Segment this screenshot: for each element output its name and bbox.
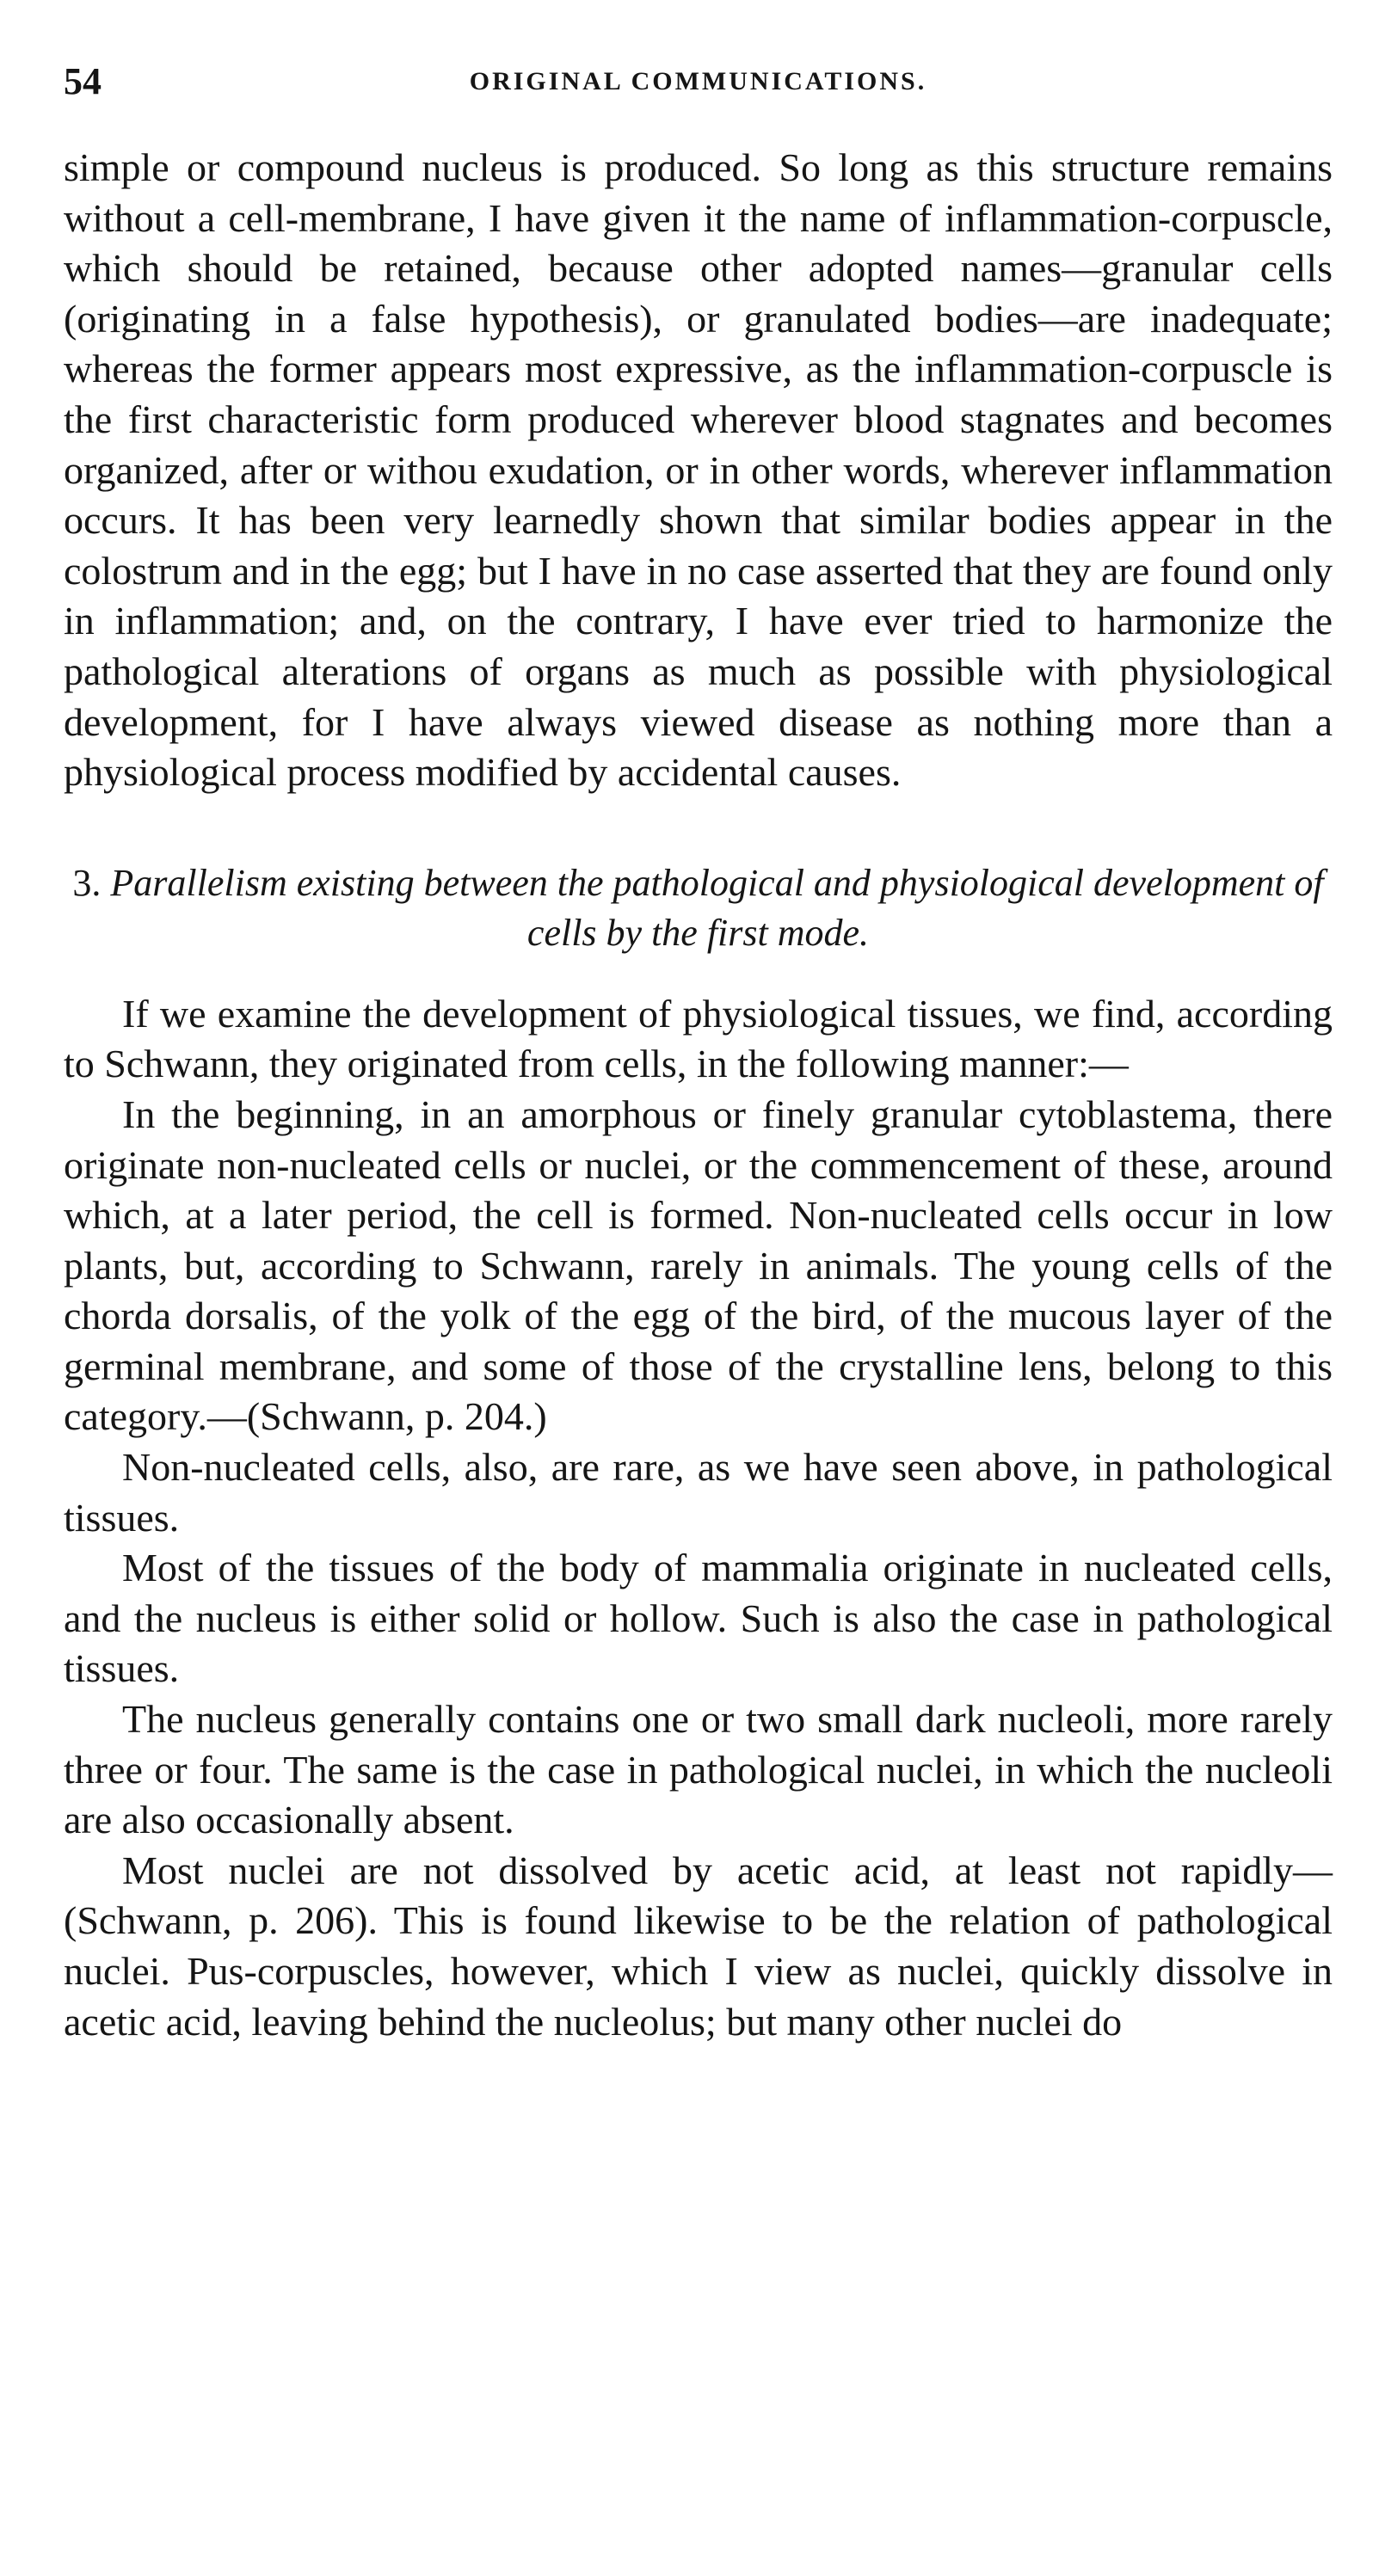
book-page — [64, 55, 1333, 2047]
opening-paragraph: simple or compound nucleus is produced. So long as this structure remains without a cell-membrane, I have given it the name of inflammation-corpuscle, which should be retained, because other adopted names—granular cells (originating in a false hypothesis), or granulated bodies—are inadequate; whereas the former appears most expressive, as the inflammation-corpuscle is the first characteristic form produced wherever blood stagnates and becomes organized, after or withou exudation, or in other words, wherever inflammation occurs. It has been very learnedly shown that similar bodies appear in the colostrum and in the egg; but I have in no case asserted that they are found only in inflammation; and, on the contrary, I have ever tried to harmonize the pathological alterations of organs as much as possible with physiological development, for I have always viewed disease as nothing more than a physiological process modified by accidental causes. — [64, 145, 1333, 795]
section-number: 3. — [72, 861, 102, 904]
paragraph: Most nuclei are not dissolved by acetic acid, at least not rapidly—(Schwann, p. 206). This is found likewise to be the relation of pathological nuclei. Pus-corpuscles, however, which I view as nuclei, quickly dissolve in acetic acid, leaving behind the nucleolus; but many other nuclei do — [64, 1847, 1333, 2044]
paragraph: Most of the tissues of the body of mammalia originate in nucleated cells, and the nucleus is either solid or hollow. Such is also the case in pathological tissues. — [64, 1546, 1333, 1691]
paragraph: If we examine the development of physiological tissues, we find, according to Schwann, they originated from cells, in the following manner:— — [64, 991, 1333, 1086]
paragraph: The nucleus generally contains one or two small dark nucleoli, more rarely three or four. The same is the case in pathological nuclei, in which the nucleoli are also occasionally absent. — [64, 1697, 1333, 1842]
page-number: 54 — [64, 60, 102, 102]
page-header — [64, 55, 1333, 108]
page-body — [64, 143, 1333, 2047]
section-heading — [64, 858, 1333, 958]
section-title: Parallelism existing between the pathological and physiological development of cells by the first mode. — [110, 861, 1324, 954]
running-head: ORIGINAL COMMUNICATIONS. — [469, 67, 927, 95]
paragraph: In the beginning, in an amorphous or finely granular cytoblastema, there originate non-nucleated cells or nuclei, or the commencement of these, around which, at a later period, the cell is formed. Non-nucleated cells occur in low plants, but, according to Schwann, rarely in animals. The young cells of the chorda dorsalis, of the yolk of the egg of the bird, of the mucous layer of the germinal membrane, and some of those of the crystalline lens, belong to this category.—(Schwann, p. 204.) — [64, 1091, 1333, 1439]
paragraph: Non-nucleated cells, also, are rare, as we have seen above, in pathological tissues. — [64, 1445, 1333, 1540]
